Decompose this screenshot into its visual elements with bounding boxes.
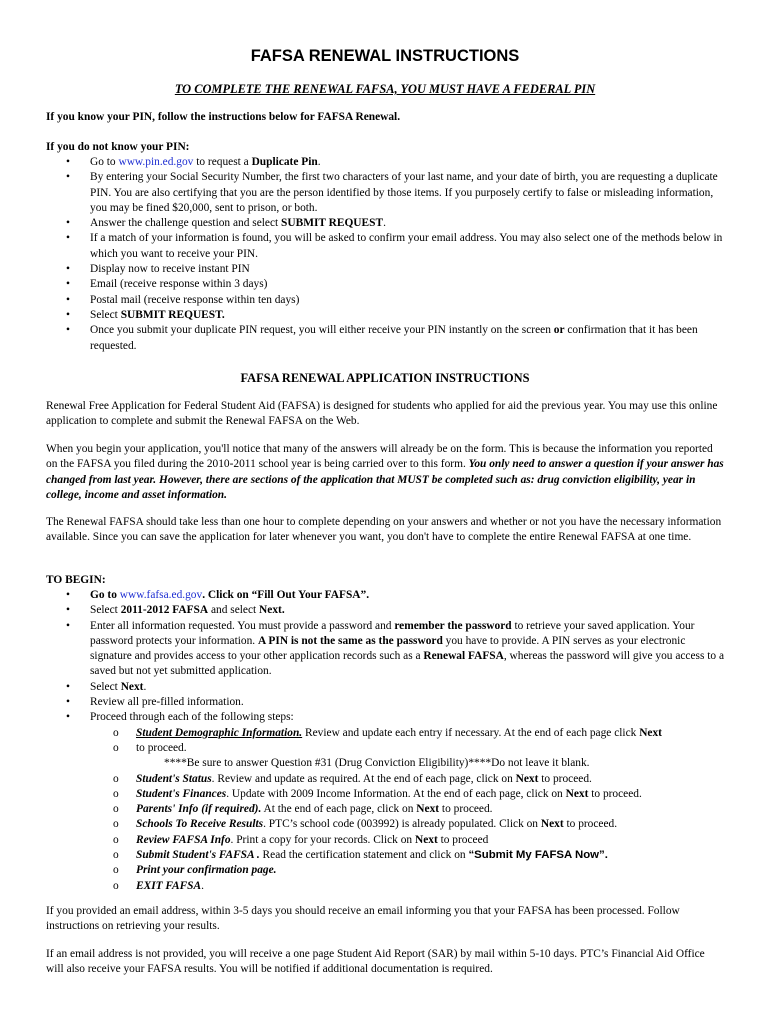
step-item: o EXIT FAFSA. (90, 879, 724, 894)
intro-text: If you know your PIN, follow the instructions below for FAFSA Renewal. (46, 111, 401, 123)
list-item: • Select SUBMIT REQUEST. (46, 308, 724, 323)
begin-heading: TO BEGIN: (46, 574, 106, 586)
list-item: • Enter all information requested. You must provide a password and remember the password to retrieve your saved application. Your password protects your information. A PIN is not the same as the password you have to provide. A PIN serves as your electronic signature and provides access to your other application records such as a Renewal FAFSA, whereas the password will give you access to a saved but not yet submitted application. (46, 619, 724, 680)
list-item: • By entering your Social Security Number, the first two characters of your last name, and your date of birth, you are requesting a duplicate PIN. You are also certifying that you are the person identified by those items. If you purposely certify to false or misleading information, you may be fined $20,000, sent to prison, or both. (46, 170, 724, 216)
closing-paragraph-1: If you provided an email address, within 3-5 days you should receive an email informing you that your FAFSA has been processed. Follow instructions on retrieving your results. (46, 905, 680, 933)
list-item: • Go to www.pin.ed.gov to request a Duplicate Pin. (46, 155, 724, 170)
steps-list (90, 726, 724, 894)
list-item: • Go to www.fafsa.ed.gov. Click on “Fill Out Your FAFSA”. (46, 588, 724, 603)
application-paragraph-2: When you begin your application, you'll notice that many of the answers will already be on the form. This is because the information you reported on the FAFSA you filed during the 2010-2011 school year is being carried over to this form. You only need to answer a question if your answer has changed from last year. However, there are sections of the application that MUST be completed such as: drug conviction eligibility, year in college, income and asset information. (46, 443, 724, 501)
list-item: • Answer the challenge question and select SUBMIT REQUEST. (46, 216, 724, 231)
application-heading: FAFSA RENEWAL APPLICATION INSTRUCTIONS (240, 371, 530, 385)
list-item: • Display now to receive instant PIN (46, 262, 724, 277)
application-paragraph-3: The Renewal FAFSA should take less than one hour to complete depending on your answers and whether or not you have the necessary information available. Since you can save the application for later whenever you want, you don't have to complete the entire Renewal FAFSA at one time. (46, 516, 722, 544)
list-item: • Select Next. (46, 680, 724, 695)
step-item: o Student's Status. Review and update as required. At the end of each page, click on Next to proceed. (90, 772, 724, 787)
pin-site-link[interactable]: www.pin.ed.gov (118, 156, 194, 168)
list-item: • Once you submit your duplicate PIN request, you will either receive your PIN instantly on the screen or confirmation that it has been requested. (46, 323, 724, 354)
step-item: o Schools To Receive Results. PTC’s school code (003992) is already populated. Click on Next to proceed. (90, 817, 724, 832)
pin-list (46, 155, 724, 354)
list-item: • Review all pre-filled information. (46, 695, 724, 710)
page-title: FAFSA RENEWAL INSTRUCTIONS (250, 47, 520, 65)
page-subtitle: TO COMPLETE THE RENEWAL FAFSA, YOU MUST HAVE A FEDERAL PIN (174, 82, 596, 96)
list-item: • Email (receive response within 3 days) (46, 277, 724, 292)
pin-heading: If you do not know your PIN: (46, 141, 190, 153)
step-item: o Student Demographic Information. Review and update each entry if necessary. At the end of each page click Next (90, 726, 724, 741)
step-item: o Review FAFSA Info. Print a copy for your records. Click on Next to proceed (90, 833, 724, 848)
step-note: ****Be sure to answer Question #31 (Drug Conviction Eligibility)****Do not leave it blank. (164, 757, 590, 770)
step-item: o Submit Student's FAFSA . Read the certification statement and click on “Submit My FAFSA Now”. (90, 848, 724, 863)
step-item: o to proceed. (90, 741, 724, 756)
list-item: • Select 2011-2012 FAFSA and select Next. (46, 603, 724, 618)
begin-list (46, 588, 724, 894)
step-item: o Print your confirmation page. (90, 863, 724, 878)
list-item: • If a match of your information is found, you will be asked to confirm your email address. You may also select one of the methods below in which you want to receive your PIN. (46, 231, 724, 262)
step-item: o Student's Finances. Update with 2009 Income Information. At the end of each page, click on Next to proceed. (90, 787, 724, 802)
fafsa-site-link[interactable]: www.fafsa.ed.gov (119, 589, 203, 601)
closing-paragraph-2: If an email address is not provided, you will receive a one page Student Aid Report (SAR) by mail within 5-10 days. PTC’s Financial Aid Office will also receive your FAFSA results. You will be notified if additional documentation is required. (46, 948, 705, 976)
application-paragraph-1: Renewal Free Application for Federal Student Aid (FAFSA) is designed for students who applied for aid the previous year. You may use this online application to complete and submit the Renewal FAFSA on the Web. (46, 400, 718, 428)
list-item: • Postal mail (receive response within ten days) (46, 293, 724, 308)
list-item: • Proceed through each of the following steps: o Student Demographic Information. Review and update each entry if necessary. At the end of each page click Next o to proceed. ****Be sure to answer Question #31 (Drug Conviction Eligibility)****Do not leave it blank. o Student's Status. Review and update as required. At the end of each page, click on Next to proceed. o Student's Finances. Update with 2009 Income Information. At the end of each page, click on Next to proceed. o Parents' Info (if required). At the end of each page, click on Next to proceed. o Schools To Receive Results. PTC’s school code (003992) is already populated. Click on Next to proceed. o Review FAFSA Info. Print a copy for your records. Click on Next to proceed o Submit Student's FAFSA . Read the certification statement and click on “Submit My FAFSA Now”. o Print your confirmation page. o EXIT FAFSA. (46, 710, 724, 894)
step-item: o Parents' Info (if required). At the end of each page, click on Next to proceed. (90, 802, 724, 817)
